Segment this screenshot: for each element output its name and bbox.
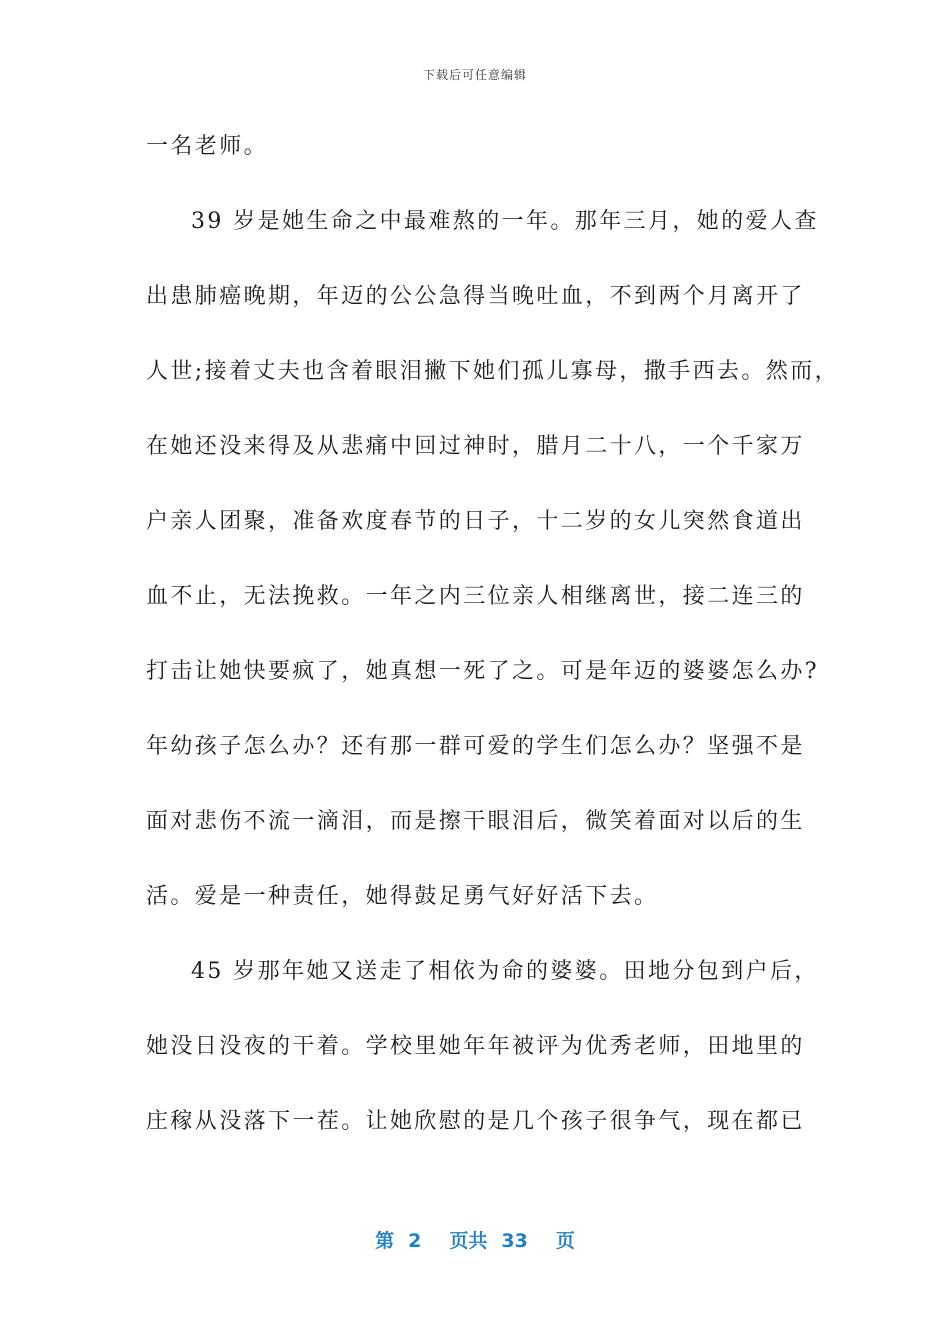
body-line: 血不止，无法挽救。一年之内三位亲人相继离世，接二连三的 [146, 584, 805, 609]
body-line: 户亲人团聚，准备欢度春节的日子，十二岁的女儿突然食道出 [146, 509, 805, 534]
body-line: 年幼孩子怎么办？还有那一群可爱的学生们怎么办？坚强不是 [146, 734, 805, 759]
footer-middle: 页共 [449, 1230, 488, 1252]
paragraph-start-line: 45 岁那年她又送走了相依为命的婆婆。田地分包到户后， [191, 959, 819, 984]
body-line: 庄稼从没落下一茬。让她欣慰的是几个孩子很争气，现在都已 [146, 1109, 805, 1134]
paragraph-start-line: 39 岁是她生命之中最难熬的一年。那年三月，她的爱人查 [191, 209, 819, 234]
footer-prefix: 第 [375, 1230, 395, 1252]
total-pages-number: 33 [501, 1230, 528, 1252]
current-page-number: 2 [408, 1230, 422, 1252]
body-line: 她没日没夜的干着。学校里她年年被评为优秀老师，田地里的 [146, 1034, 805, 1059]
body-line: 一名老师。 [146, 134, 269, 159]
body-line: 活。爱是一种责任，她得鼓足勇气好好活下去。 [146, 884, 659, 909]
footer-suffix: 页 [555, 1230, 575, 1252]
body-line: 在她还没来得及从悲痛中回过神时，腊月二十八，一个千家万 [146, 434, 805, 459]
body-line: 面对悲伤不流一滴泪，而是擦干眼泪后，微笑着面对以后的生 [146, 809, 805, 834]
body-line: 打击让她快要疯了，她真想一死了之。可是年迈的婆婆怎么办? [146, 659, 819, 684]
body-line: 人世;接着丈夫也含着眼泪撇下她们孤儿寡母，撒手西去。然而， [146, 359, 840, 384]
header-note: 下载后可任意编辑 [422, 68, 527, 82]
page-footer [0, 1226, 950, 1253]
body-line: 出患肺癌晚期，年迈的公公急得当晚吐血，不到两个月离开了 [146, 284, 805, 309]
